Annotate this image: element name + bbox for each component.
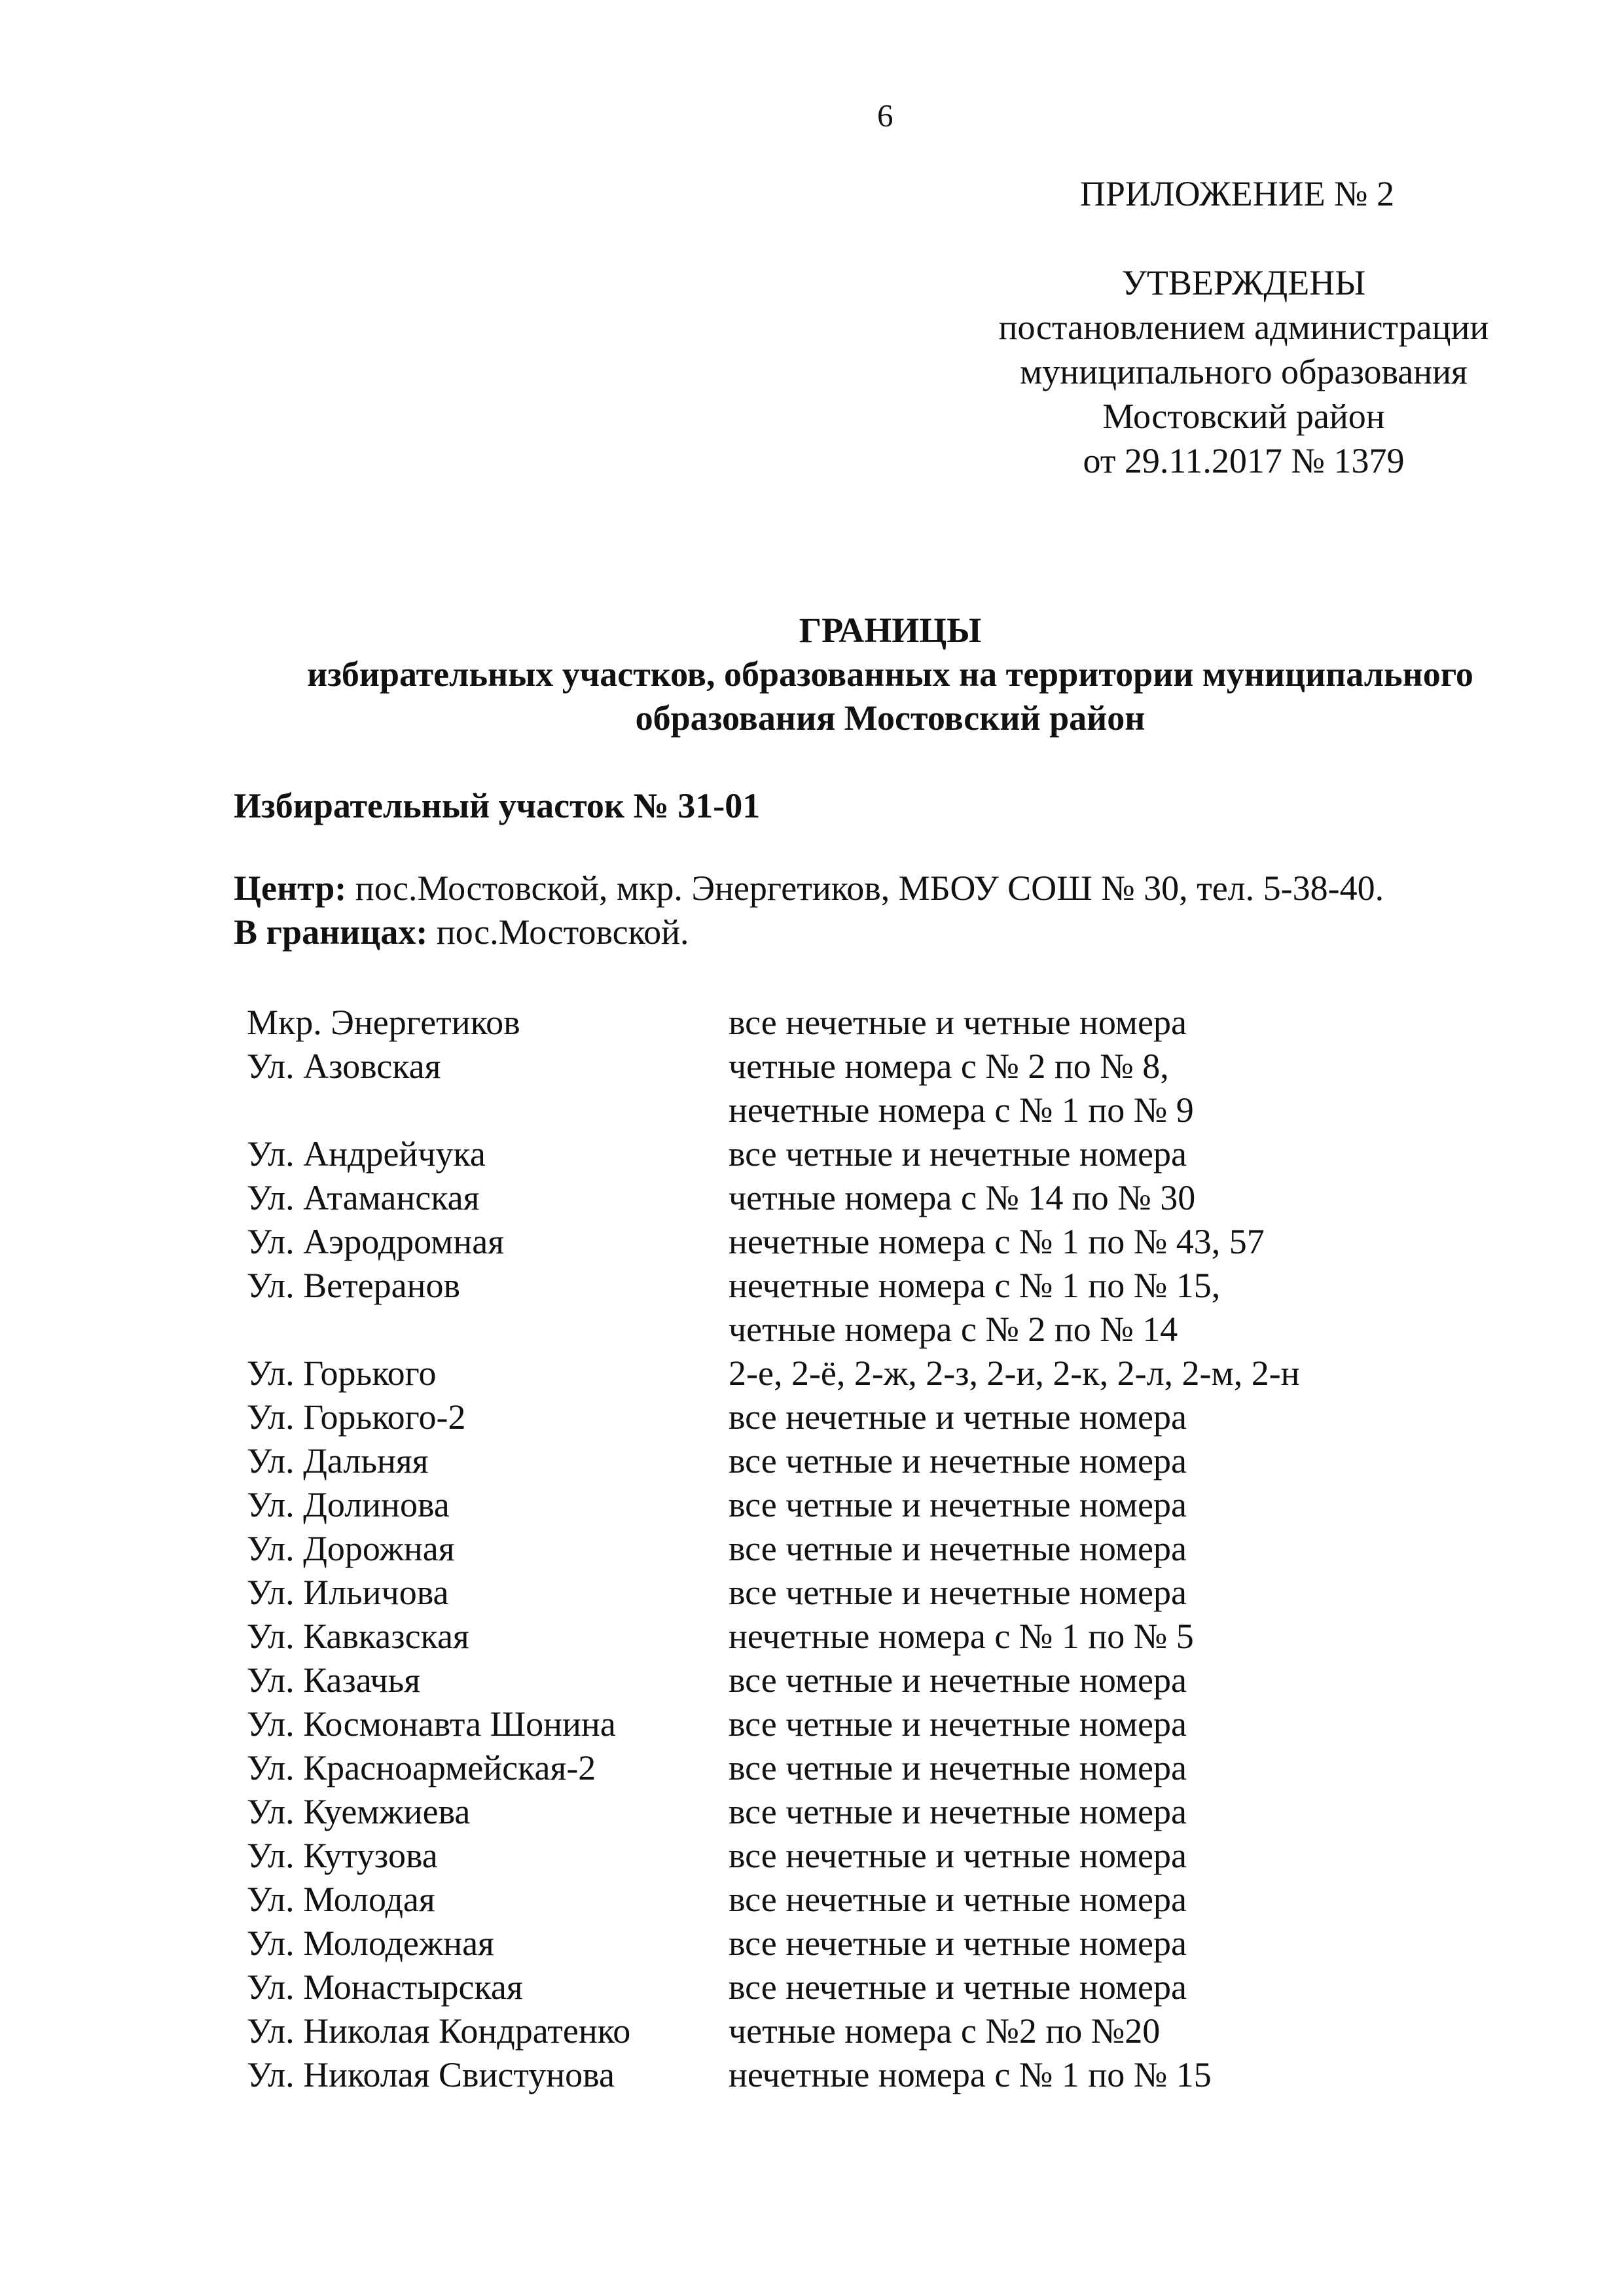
street-row bbox=[247, 1088, 1300, 1132]
street-numbers: все четные и нечетные номера bbox=[729, 1792, 1187, 1831]
street-row bbox=[247, 1702, 1300, 1746]
approval-line: постановлением администрации bbox=[998, 308, 1489, 347]
approval-line: Мостовский район bbox=[1102, 397, 1385, 436]
street-name: Ул. Монастырская bbox=[247, 1967, 523, 2007]
street-row bbox=[247, 1308, 1300, 1352]
street-numbers: все четные и нечетные номера bbox=[729, 1748, 1187, 1787]
street-row bbox=[247, 1659, 1300, 1702]
title-line: образования Мостовский район bbox=[635, 698, 1146, 738]
street-numbers: все четные и нечетные номера bbox=[729, 1529, 1187, 1568]
street-row bbox=[247, 1264, 1300, 1308]
street-name: Ул. Космонавта Шонина bbox=[247, 1704, 616, 1744]
street-name: Ул. Молодежная bbox=[247, 1924, 494, 1963]
streets-list bbox=[247, 1001, 1300, 2097]
street-name: Ул. Кавказская bbox=[247, 1617, 469, 1656]
street-numbers: четные номера с № 14 по № 30 bbox=[729, 1178, 1196, 1217]
street-name: Ул. Долинова bbox=[247, 1485, 450, 1524]
street-name: Ул. Азовская bbox=[247, 1047, 441, 1086]
street-row bbox=[247, 1176, 1300, 1220]
street-numbers: все нечетные и четные номера bbox=[729, 1967, 1187, 2007]
street-row bbox=[247, 2009, 1300, 2053]
street-name: Ул. Атаманская bbox=[247, 1178, 480, 1217]
street-numbers: все четные и нечетные номера bbox=[729, 1134, 1187, 1174]
street-name bbox=[247, 1088, 729, 1132]
street-numbers: все четные и нечетные номера bbox=[729, 1485, 1187, 1524]
bounds-value: пос.Мостовской. bbox=[427, 912, 689, 952]
street-row bbox=[247, 1439, 1300, 1483]
title-line: избирательных участков, образованных на территории муниципального bbox=[307, 655, 1473, 694]
street-name: Ул. Николая Кондратенко bbox=[247, 2011, 631, 2051]
street-row bbox=[247, 1220, 1300, 1264]
street-numbers: все четные и нечетные номера bbox=[729, 1660, 1187, 1700]
street-numbers: все четные и нечетные номера bbox=[729, 1704, 1187, 1744]
street-row bbox=[247, 1878, 1300, 1922]
district-center bbox=[234, 868, 1384, 908]
street-row bbox=[247, 1571, 1300, 1615]
street-numbers: четные номера с № 2 по № 14 bbox=[729, 1310, 1178, 1349]
street-row bbox=[247, 1615, 1300, 1659]
district-bounds bbox=[234, 912, 689, 952]
street-numbers: все нечетные и четные номера bbox=[729, 1003, 1187, 1042]
street-row bbox=[247, 1395, 1300, 1439]
street-numbers: все четные и нечетные номера bbox=[729, 1441, 1187, 1480]
title-line: ГРАНИЦЫ bbox=[799, 611, 982, 650]
district-heading: Избирательный участок № 31-01 bbox=[234, 786, 761, 825]
approval-block bbox=[916, 260, 1571, 483]
street-numbers: 2-е, 2-ё, 2-ж, 2-з, 2-и, 2-к, 2-л, 2-м, 2-н bbox=[729, 1354, 1300, 1393]
street-numbers: четные номера с № 2 по № 8, bbox=[729, 1047, 1169, 1086]
street-name: Ул. Аэродромная bbox=[247, 1222, 505, 1261]
street-numbers: все нечетные и четные номера bbox=[729, 1880, 1187, 1919]
street-name: Ул. Казачья bbox=[247, 1660, 421, 1700]
street-row bbox=[247, 1746, 1300, 1790]
street-name: Мкр. Энергетиков bbox=[247, 1003, 520, 1042]
street-numbers: все нечетные и четные номера bbox=[729, 1924, 1187, 1963]
street-row bbox=[247, 1001, 1300, 1045]
approval-line: муниципального образования bbox=[1020, 352, 1468, 391]
street-row bbox=[247, 1483, 1300, 1527]
street-name: Ул. Горького bbox=[247, 1354, 437, 1393]
street-row bbox=[247, 1527, 1300, 1571]
street-row bbox=[247, 1132, 1300, 1176]
street-row bbox=[247, 1965, 1300, 2009]
street-name: Ул. Николая Свистунова bbox=[247, 2055, 615, 2094]
street-name: Ул. Куемжиева bbox=[247, 1792, 471, 1831]
center-label: Центр: bbox=[234, 869, 347, 908]
street-name: Ул. Дорожная bbox=[247, 1529, 455, 1568]
street-numbers: четные номера с №2 по №20 bbox=[729, 2011, 1161, 2051]
street-numbers: нечетные номера с № 1 по № 15, bbox=[729, 1266, 1221, 1305]
street-name: Ул. Молодая bbox=[247, 1880, 435, 1919]
center-value: пос.Мостовской, мкр. Энергетиков, МБОУ СОШ № 30, тел. 5-38-40. bbox=[346, 869, 1384, 908]
street-name: Ул. Ветеранов bbox=[247, 1266, 461, 1305]
street-name: Ул. Андрейчука bbox=[247, 1134, 486, 1174]
street-numbers: все нечетные и четные номера bbox=[729, 1397, 1187, 1437]
street-name: Ул. Красноармейская-2 bbox=[247, 1748, 596, 1787]
street-name: Ул. Ильичова bbox=[247, 1573, 449, 1612]
street-name bbox=[247, 1308, 729, 1352]
street-row bbox=[247, 1045, 1300, 1088]
street-name: Ул. Горького-2 bbox=[247, 1397, 466, 1437]
street-numbers: нечетные номера с № 1 по № 43, 57 bbox=[729, 1222, 1265, 1261]
street-numbers: все нечетные и четные номера bbox=[729, 1836, 1187, 1875]
street-numbers: нечетные номера с № 1 по № 9 bbox=[729, 1090, 1194, 1130]
street-row bbox=[247, 2053, 1300, 2097]
street-row bbox=[247, 1790, 1300, 1834]
bounds-label: В границах: bbox=[234, 912, 428, 952]
street-numbers: нечетные номера с № 1 по № 5 bbox=[729, 1617, 1194, 1656]
page-number: 6 bbox=[877, 98, 893, 134]
street-numbers: все четные и нечетные номера bbox=[729, 1573, 1187, 1612]
approval-title: УТВЕРЖДЕНЫ bbox=[1121, 263, 1366, 302]
street-row bbox=[247, 1352, 1300, 1395]
street-numbers: нечетные номера с № 1 по № 15 bbox=[729, 2055, 1212, 2094]
document-title bbox=[196, 609, 1584, 740]
street-row bbox=[247, 1922, 1300, 1965]
street-name: Ул. Кутузова bbox=[247, 1836, 438, 1875]
approval-date: от 29.11.2017 № 1379 bbox=[1083, 441, 1405, 480]
street-row bbox=[247, 1834, 1300, 1878]
street-name: Ул. Дальняя bbox=[247, 1441, 429, 1480]
appendix-label: ПРИЛОЖЕНИЕ № 2 bbox=[1079, 174, 1395, 213]
